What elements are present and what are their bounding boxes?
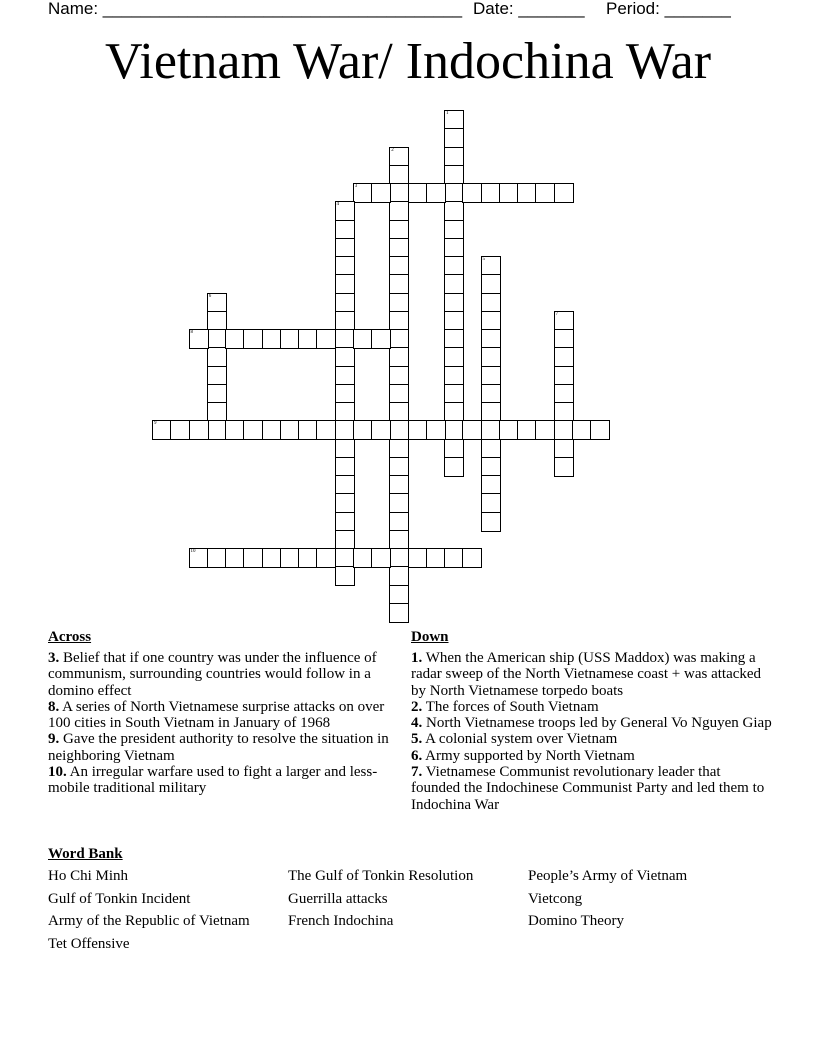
grid-cell[interactable]	[517, 420, 537, 440]
grid-cell[interactable]	[389, 274, 409, 294]
grid-cell[interactable]	[444, 402, 464, 422]
grid-cell[interactable]	[444, 183, 464, 203]
grid-cell[interactable]	[335, 530, 355, 550]
grid-cell[interactable]	[444, 147, 464, 167]
grid-cell[interactable]	[371, 183, 391, 203]
grid-cell[interactable]	[389, 329, 409, 349]
grid-cell[interactable]	[389, 165, 409, 185]
clue-text: Gave the president authority to resolve the situation in neighboring Vietnam	[48, 731, 389, 764]
grid-cell[interactable]	[389, 420, 409, 440]
grid-cell[interactable]	[280, 329, 300, 349]
grid-cell[interactable]	[444, 329, 464, 349]
grid-cell[interactable]	[444, 293, 464, 313]
grid-cell[interactable]	[481, 420, 501, 440]
word-bank-item: Tet Offensive	[48, 936, 130, 953]
grid-cell[interactable]	[535, 420, 555, 440]
grid-cell[interactable]	[389, 402, 409, 422]
grid-cell[interactable]	[335, 201, 355, 221]
clue-text: Vietnamese Communist revolutionary leader that founded the Indochinese Communist Party and led them to Indochina War	[411, 764, 765, 813]
grid-cell[interactable]	[335, 384, 355, 404]
down-heading: Down	[411, 629, 449, 645]
word-bank-item: People’s Army of Vietnam	[528, 868, 688, 884]
period-field-label[interactable]: Period: _______	[606, 0, 731, 18]
grid-cell[interactable]	[389, 256, 409, 276]
clue-text: Army supported by North Vietnam	[422, 747, 635, 764]
grid-cell[interactable]	[207, 329, 227, 349]
grid-cell[interactable]	[554, 384, 574, 404]
down-clue	[411, 731, 773, 747]
word-bank-heading: Word Bank	[48, 846, 123, 862]
grid-cell[interactable]	[389, 183, 409, 203]
grid-cell[interactable]	[554, 183, 574, 203]
grid-cell[interactable]	[389, 457, 409, 477]
grid-cell[interactable]	[481, 183, 501, 203]
grid-cell[interactable]	[335, 420, 355, 440]
grid-cell[interactable]	[389, 530, 409, 550]
clue-number: 10	[190, 549, 196, 554]
clue-number-label: 3.	[48, 650, 60, 666]
grid-cell[interactable]	[207, 366, 227, 386]
grid-cell[interactable]	[335, 439, 355, 459]
grid-cell[interactable]	[444, 384, 464, 404]
across-clue	[48, 731, 400, 764]
grid-cell[interactable]	[389, 548, 409, 568]
grid-cell[interactable]	[335, 347, 355, 367]
word-bank-item: Gulf of Tonkin Incident	[48, 890, 191, 907]
grid-cell[interactable]	[444, 548, 464, 568]
grid-cell[interactable]	[444, 366, 464, 386]
clue-number: 9	[154, 421, 157, 427]
grid-cell[interactable]	[426, 420, 446, 440]
grid-cell[interactable]	[554, 402, 574, 422]
grid-cell[interactable]	[298, 420, 318, 440]
grid-cell[interactable]	[280, 420, 300, 440]
grid-cell[interactable]	[189, 329, 209, 349]
grid-cell[interactable]	[462, 183, 482, 203]
clue-number: 5	[482, 257, 485, 262]
grid-cell[interactable]	[389, 347, 409, 367]
grid-cell[interactable]	[444, 238, 464, 258]
grid-cell[interactable]	[408, 183, 428, 203]
grid-cell[interactable]	[280, 548, 300, 568]
grid-cell[interactable]	[335, 512, 355, 532]
grid-cell[interactable]	[298, 329, 318, 349]
grid-cell[interactable]	[335, 402, 355, 422]
word-bank-item: The Gulf of Tonkin Resolution	[288, 868, 474, 884]
clue-text: A colonial system over Vietnam	[422, 731, 618, 748]
grid-cell[interactable]	[590, 420, 610, 440]
grid-cell[interactable]	[389, 493, 409, 513]
grid-cell[interactable]	[189, 548, 209, 568]
grid-cell[interactable]	[207, 548, 227, 568]
grid-cell[interactable]	[554, 366, 574, 386]
word-bank-item: Ho Chi Minh	[48, 868, 129, 884]
grid-cell[interactable]	[335, 548, 355, 568]
grid-cell[interactable]	[481, 475, 501, 495]
page-title: Vietnam War/ Indochina War	[104, 33, 712, 90]
across-clues	[48, 629, 400, 797]
grid-cell[interactable]	[481, 457, 501, 477]
grid-cell[interactable]	[262, 420, 282, 440]
name-field-label[interactable]: Name: ______________________________________	[48, 0, 463, 18]
across-clue	[48, 699, 400, 732]
grid-cell[interactable]	[389, 566, 409, 586]
grid-cell[interactable]	[371, 420, 391, 440]
down-clue	[411, 699, 773, 715]
grid-cell[interactable]	[554, 420, 574, 440]
clue-text: Belief that if one country was under the influence of communism, surrounding countries would follow in a domino effect	[48, 650, 377, 699]
grid-cell[interactable]	[535, 183, 555, 203]
grid-cell[interactable]	[353, 548, 373, 568]
grid-cell[interactable]	[207, 402, 227, 422]
grid-cell[interactable]	[207, 293, 227, 313]
grid-cell[interactable]	[389, 293, 409, 313]
grid-cell[interactable]	[444, 420, 464, 440]
clue-number-label: 7.	[411, 764, 423, 781]
grid-cell[interactable]	[262, 329, 282, 349]
grid-cell[interactable]	[371, 548, 391, 568]
grid-cell[interactable]	[481, 311, 501, 331]
grid-cell[interactable]	[207, 420, 227, 440]
down-clue	[411, 715, 773, 731]
across-clue	[48, 764, 400, 797]
grid-cell[interactable]	[426, 183, 446, 203]
date-field-label[interactable]: Date: _______	[473, 0, 585, 18]
grid-cell[interactable]	[444, 201, 464, 221]
clue-text: The forces of South Vietnam	[422, 698, 599, 715]
grid-cell[interactable]	[389, 439, 409, 459]
grid-cell[interactable]	[243, 329, 263, 349]
grid-cell[interactable]	[371, 329, 391, 349]
grid-cell[interactable]	[481, 384, 501, 404]
grid-cell[interactable]	[554, 439, 574, 459]
grid-cell[interactable]	[444, 165, 464, 185]
grid-cell[interactable]	[353, 183, 373, 203]
word-bank-item: Army of the Republic of Vietnam	[48, 913, 250, 930]
word-bank-item: Guerrilla attacks	[288, 890, 388, 907]
clue-number-label: 6.	[411, 747, 423, 764]
grid-cell[interactable]	[389, 220, 409, 240]
across-heading: Across	[48, 629, 92, 645]
grid-cell[interactable]	[335, 329, 355, 349]
grid-cell[interactable]	[152, 420, 172, 440]
grid-cell[interactable]	[243, 548, 263, 568]
grid-cell[interactable]	[335, 274, 355, 294]
grid-cell[interactable]	[335, 256, 355, 276]
grid-cell[interactable]	[335, 220, 355, 240]
grid-cell[interactable]	[444, 220, 464, 240]
word-bank-item: French Indochina	[288, 913, 394, 930]
grid-cell[interactable]	[389, 311, 409, 331]
grid-cell[interactable]	[353, 420, 373, 440]
student-info-line	[48, 0, 788, 20]
grid-cell[interactable]	[335, 566, 355, 586]
grid-cell[interactable]	[335, 293, 355, 313]
grid-cell[interactable]	[481, 256, 501, 276]
clue-number-label: 10.	[48, 764, 67, 781]
down-clue	[411, 650, 773, 699]
grid-cell[interactable]	[444, 274, 464, 294]
grid-cell[interactable]	[389, 366, 409, 386]
clue-number-label: 9.	[48, 731, 60, 748]
grid-cell[interactable]	[462, 548, 482, 568]
grid-cell[interactable]	[481, 274, 501, 294]
grid-cell[interactable]	[517, 183, 537, 203]
grid-cell[interactable]	[444, 347, 464, 367]
grid-cell[interactable]	[335, 493, 355, 513]
grid-cell[interactable]	[481, 512, 501, 532]
grid-cell[interactable]	[225, 420, 245, 440]
grid-cell[interactable]	[481, 293, 501, 313]
clue-number: 2	[391, 147, 394, 153]
grid-cell[interactable]	[389, 384, 409, 404]
grid-cell[interactable]	[444, 457, 464, 477]
grid-cell[interactable]	[426, 548, 446, 568]
down-clues	[411, 629, 773, 813]
grid-cell[interactable]	[462, 420, 482, 440]
grid-cell[interactable]	[189, 420, 209, 440]
grid-cell[interactable]	[408, 548, 428, 568]
word-bank-item: Vietcong	[528, 890, 583, 907]
grid-cell[interactable]	[554, 329, 574, 349]
grid-cell[interactable]	[389, 585, 409, 605]
clue-text: North Vietnamese troops led by General Vo Nguyen Giap	[422, 715, 772, 732]
grid-cell[interactable]	[225, 329, 245, 349]
grid-cell[interactable]	[481, 366, 501, 386]
grid-cell[interactable]	[298, 548, 318, 568]
grid-cell[interactable]	[335, 238, 355, 258]
grid-cell[interactable]	[389, 475, 409, 495]
grid-cell[interactable]	[481, 402, 501, 422]
grid-cell[interactable]	[481, 347, 501, 367]
clue-number: 7	[555, 311, 558, 317]
grid-cell[interactable]	[262, 548, 282, 568]
grid-cell[interactable]	[353, 329, 373, 349]
clue-number-label: 1.	[411, 650, 423, 666]
grid-cell[interactable]	[335, 311, 355, 331]
grid-cell[interactable]	[444, 256, 464, 276]
grid-cell[interactable]	[316, 329, 336, 349]
grid-cell[interactable]	[207, 384, 227, 404]
grid-cell[interactable]	[389, 603, 409, 623]
grid-cell[interactable]	[335, 366, 355, 386]
grid-cell[interactable]	[389, 147, 409, 167]
grid-cell[interactable]	[572, 420, 592, 440]
grid-cell[interactable]	[316, 420, 336, 440]
grid-cell[interactable]	[316, 548, 336, 568]
grid-cell[interactable]	[481, 329, 501, 349]
grid-cell[interactable]	[207, 311, 227, 331]
grid-cell[interactable]	[335, 457, 355, 477]
grid-cell[interactable]	[335, 475, 355, 495]
clue-text: An irregular warfare used to fight a larger and less-mobile traditional military	[48, 764, 378, 797]
clue-number: 1	[446, 111, 449, 116]
down-clue	[411, 748, 773, 764]
clue-text: When the American ship (USS Maddox) was making a radar sweep of the North Vietnamese coast + was attacked by North Vietnamese torpedo boats	[411, 650, 762, 699]
grid-cell[interactable]	[499, 420, 519, 440]
grid-cell[interactable]	[207, 347, 227, 367]
grid-cell[interactable]	[554, 347, 574, 367]
clue-number-label: 5.	[411, 731, 423, 748]
grid-cell[interactable]	[389, 238, 409, 258]
grid-cell[interactable]	[389, 512, 409, 532]
grid-cell[interactable]	[444, 439, 464, 459]
clue-number: 4	[336, 202, 339, 208]
clue-number-label: 2.	[411, 698, 423, 715]
clue-number: 6	[208, 293, 212, 299]
across-clue	[48, 650, 400, 699]
grid-cell[interactable]	[554, 457, 574, 477]
grid-cell[interactable]	[389, 201, 409, 221]
grid-cell[interactable]	[444, 128, 464, 148]
word-bank-item: Domino Theory	[528, 913, 624, 930]
clue-number: 3	[354, 184, 358, 189]
clue-number-label: 8.	[48, 698, 60, 715]
grid-cell[interactable]	[444, 110, 464, 130]
grid-cell[interactable]	[408, 420, 428, 440]
grid-cell[interactable]	[499, 183, 519, 203]
grid-cell[interactable]	[444, 311, 464, 331]
grid-cell[interactable]	[243, 420, 263, 440]
clue-text: A series of North Vietnamese surprise attacks on over 100 cities in South Vietnam in January of 1968	[48, 698, 385, 732]
grid-cell[interactable]	[481, 439, 501, 459]
grid-cell[interactable]	[170, 420, 190, 440]
grid-cell[interactable]	[554, 311, 574, 331]
grid-cell[interactable]	[481, 493, 501, 513]
grid-cell[interactable]	[225, 548, 245, 568]
clue-number-label: 4.	[411, 715, 423, 732]
clue-number: 8	[190, 330, 193, 335]
down-clue	[411, 764, 773, 813]
